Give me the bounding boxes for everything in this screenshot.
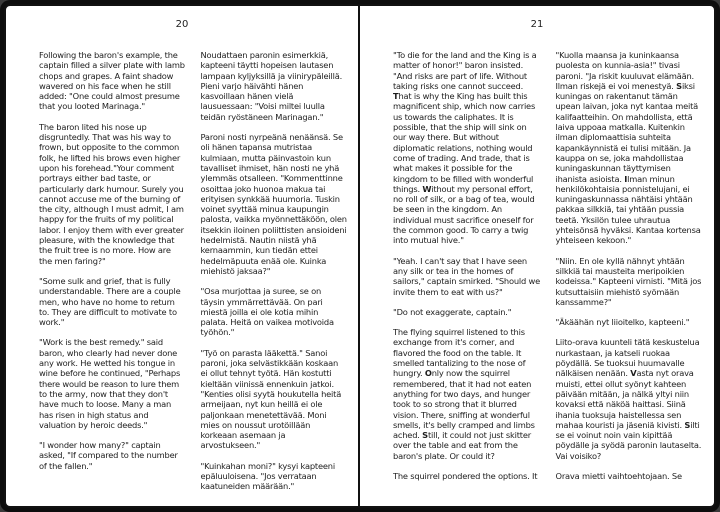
page-20-columns [39,50,347,502]
page-21-english-column [393,50,541,491]
paragraph: "Do not exaggerate, captain." [393,306,512,317]
paragraph: "Työ on parasta lääkettä." Sanoi paroni, joka selvästikkään koskaan ei ollut tehnyt työtä. Hän kostutti kieltään viinissä ennenkuin jatkoi. "Kenties olisi syytä houkutella heitä armeijaan, nyt kun heillä ei ole paljonkaan menetettävää. Moni mies on noussut urotöillään korkeaan asemaan ja arvostukseen." [200,347,342,451]
page-20-finnish-column [201,50,348,502]
open-book [4,4,716,508]
paragraph: Paroni nosti nyrpeänä nenäänsä. Se oli hänen tapansa mutristaa kulmiaan, mutta päinvastoin kun tavalliset ihmiset, hän nosti ne yhä ylemmäs otsalleen. "Kommenttinne osoittaa joko huonoa makua tai erityisen synkkää huumoria. Tuskin voinet syyttää minua kaupungin palosta, vaikka myönnettäköön, olen itsekkin iloinen poliittisten ansioideni hedelmistä. Nautin niistä yhä kernaammin, kun tiedän ettei hedelmäpuuta enää ole. Kuinka miehistö jaksaa?" [200,132,347,276]
paragraph: The squirrel pondered the options. It [393,470,538,481]
paragraph: "Osa murjottaa ja suree, se on täysin ymmärrettävää. On pari miestä joilla ei ole kotia mihin palata. Heitä on vaikea motivoida työhön." [200,286,334,338]
page-21-columns [393,50,703,491]
paragraph: "Yeah. I can't say that I have seen any silk or tea in the homes of sailors," captain smirked. "Should we invite them to eat with us?" [393,255,541,297]
paragraph: "Kuinkahan moni?" kysyi kapteeni epäluuloisena. "Jos verrataan kaatuneiden määrään." [200,460,335,492]
paragraph: "To die for the land and the King is a matter of honor!" baron insisted. "And risks are part of life. Without taking risks one cannot succeed. That is why the King has built this magnificent ship, which now carries us towards the caliphates. It is possible, that the ship will sink on our way there. But without diplomatic relations, nothing would come of trading. And trade, that is what makes it possible for the kingdom to be filled with wonderful things. Without my personal effort, no roll of silk, or a bag of tea, would be seen in the kingdom. An individual must sacrifice oneself for the common good. To carry a twig into mutual hive." [393,50,537,246]
paragraph: Orava mietti vaihtoehtojaan. Se [555,470,682,481]
paragraph: Following the baron's example, the captain filled a silver plate with lamb chops and grapes. A faint shadow wavered on his face when he still added: "One could almost presume that you looted Marinaga." [39,50,185,112]
paragraph: "Niin. En ole kyllä nähnyt yhtään silkkiä tai mausteita meripoikien kodeissa." Kapteeni virnisti. "Mitä jos kutsuttaisiin miehistö syömään kanssamme?" [555,255,702,307]
paragraph: "Work is the best remedy." said baron, who clearly had never done any work. He wetted his tongue in wine before he continued, "Perhaps there would be reason to lure them to the army, now that they don't have much to loose. Many a man has risen in high status and valuation by heroic deeds." [39,337,181,430]
paragraph: "Äkäähän nyt liioitelko, kapteeni." [555,317,690,328]
paragraph: "I wonder how many?" captain asked, "If compared to the number of the fallen." [39,440,178,471]
paragraph: Noudattaen paronin esimerkkiä, kapteeni täytti hopeisen lautasen lampaan kyljyksillä ja viinirypäleillä. Pieni varjo häivähti hänen kasvoillaan hänen vielä lausuessaan: "Voisi miltei luulla teidän ryöstäneen Marinagan." [200,50,343,122]
paragraph: The flying squirrel listened to this exchange from it's corner, and flavored the food on the table. It smelled tantalizing to the nose of hungry. Only now the squirrel remembered, that it had not eaten anything for two days, and hunger took to so strong that it blurred vision. There, sniffing at wonderful smells, it's belly cramped and limbs ached. Still, it could not just skitter over the table and eat from the baron's plate. Or could it? [393,327,535,461]
paragraph: Liito-orava kuunteli tätä keskustelua nurkastaan, ja katseli ruokaa pöydällä. Se tuoksui huumavalle nälkäisen nenään. Vasta nyt orava muisti, ettei ollut syönyt kahteen päivään mitään, ja nälkä yltyi niin kovaksi että näköä haittasi. Siinä ihania tuoksuja haistellessa sen mahaa kouristi ja jäseniä kivisti. Silti se ei voinut noin vain kipittää pöydälle ja syödä paronin lautaselta. Vai voisiko? [555,337,702,461]
paragraph: The baron lited his nose up disgruntedly. That was his way to frown, but opposite to the common folk, he lifted his brows even higher upon his forehead."Your comment portrays either bad taste, or particularly dark humour. Surely you cannot accuse me of the burning of the city, although I must admit, I am happy for the fruits of my political labor. I enjoy them with ever greater pleasure, with the knowledge that the fruit tree is no more. How are the men faring?" [39,121,184,266]
paragraph: "Kuolla maansa ja kuninkaansa puolesta on kunnia-asia!" tivasi paroni. "Ja riskit kuuluvat elämään. Ilman riskejä ei voi menestyä. Siksi kuningas on rakentanut tämän upean laivan, joka nyt kantaa meitä kalifaatteihin. On mahdollista, että laiva uppoaa matkalla. Kuitenkin ilman diplomaattisia suhteita kapankäynnistä ei tulisi mitään. Ja kauppa on se, joka mahdollistaa kuningaskunnan täyttymisen ihanista asioista. Ilman minun henkilökohtaisia ponnistelujani, ei kuningaskunnassa nähtäisi yhtään pakkaa silkkiä, tai yhtään pussia teetä. Yksilön tulee uhrautua yhteisönsä hyväksi. Kantaa kortensa yhteiseen kekoon." [555,50,701,246]
page-number-right: 21 [530,19,544,30]
page-21-finnish-column [556,50,704,491]
page-number-left: 20 [175,19,189,30]
page-21[interactable] [360,6,714,506]
page-20-english-column [39,50,186,502]
page-20[interactable] [6,6,360,506]
paragraph: "Some sulk and grief, that is fully understandable. There are a couple men, who have no home to return to. They are difficult to motivate to work." [39,275,181,328]
